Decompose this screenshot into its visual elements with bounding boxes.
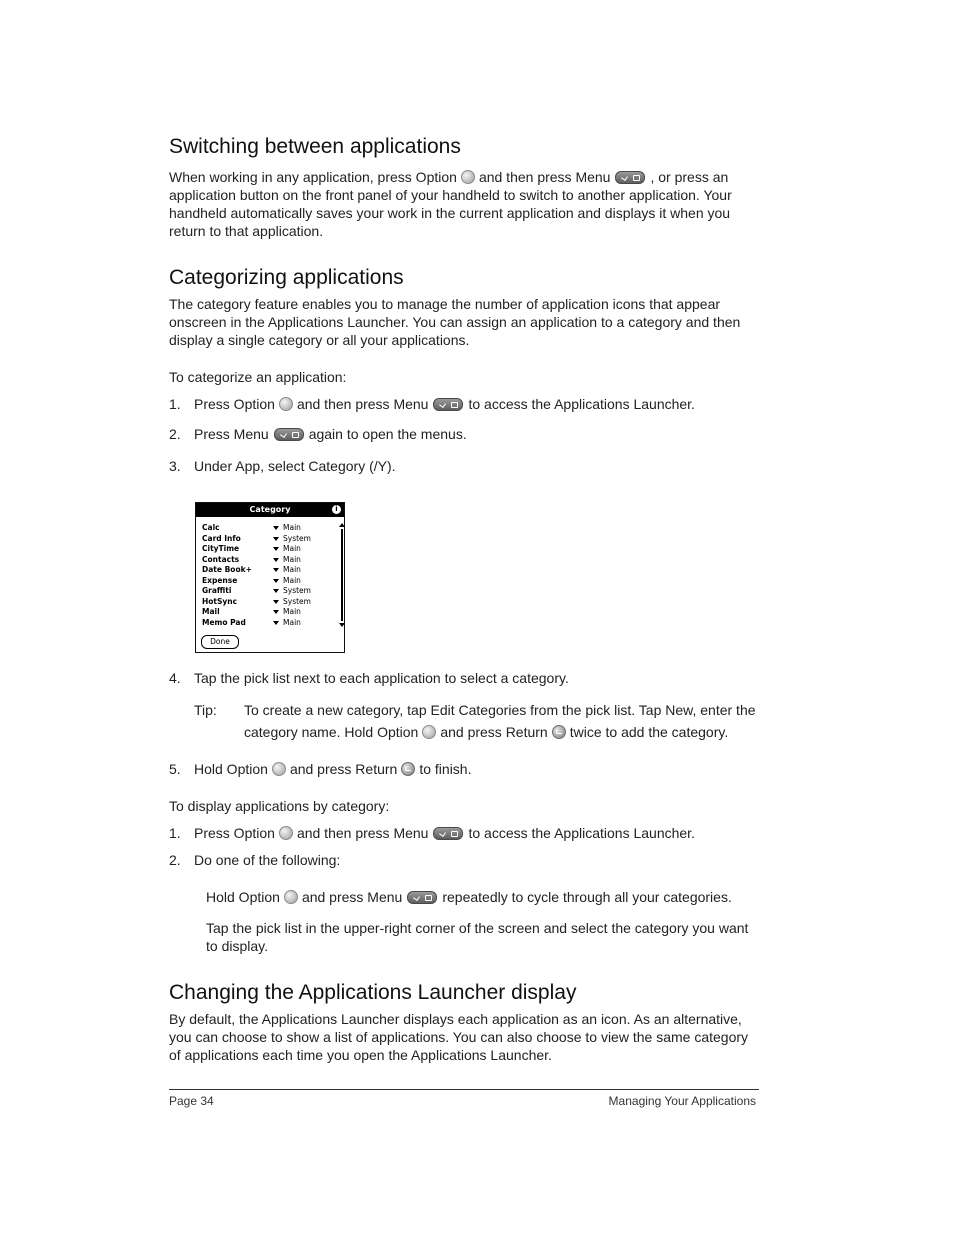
app-name: Date Book+	[202, 565, 252, 574]
app-name: CityTime	[202, 544, 240, 553]
option-button-icon	[279, 826, 293, 840]
text: repeatedly to cycle through all your categories.	[442, 889, 732, 905]
step-text: and press Return	[289, 761, 398, 777]
step-text: Under App, select Category (/Y).	[194, 458, 396, 474]
category-name: Main	[283, 523, 301, 532]
category-row	[202, 586, 337, 596]
category-row	[202, 597, 337, 607]
step-number: 1.	[169, 396, 181, 412]
heading-categorizing: Categorizing applications	[169, 266, 404, 289]
category-name: Main	[283, 607, 301, 616]
picklist-arrow-icon	[273, 558, 279, 562]
step-text: and then press Menu	[296, 396, 429, 412]
option-button-icon	[461, 170, 475, 184]
info-icon: i	[332, 505, 341, 514]
app-name: Card Info	[202, 533, 241, 543]
text: and press Menu	[301, 889, 403, 905]
step-number: 5.	[169, 761, 181, 777]
category-row	[202, 576, 337, 586]
menu-button-icon	[433, 827, 463, 840]
subheading-display-by-category: To display applications by category:	[169, 798, 390, 814]
menu-button-icon	[615, 171, 645, 184]
menu-button-icon	[433, 398, 463, 411]
return-button-icon	[552, 725, 566, 739]
paragraph-launcher-display: By default, the Applications Launcher displays each application as an icon. As an alternative, you can choose to show a list of applications. You can also choose to view the same category of applications each time you open the Applications Launcher.	[169, 1011, 749, 1063]
text: application button on the front panel of your handheld to switch to another application. Your handheld automatically saves your work in the current application and displays it when you return to that application.	[169, 187, 732, 239]
tip-line	[244, 721, 764, 743]
paragraph-categorizing: The category feature enables you to manage the number of application icons that appear onscreen in the Applications Launcher. You can assign an application to a category and then display a single category or all your applications.	[169, 296, 741, 348]
picklist-arrow-icon	[273, 568, 279, 572]
step-number: 2.	[169, 426, 181, 442]
text: and press Return	[440, 724, 548, 740]
step-text: to finish.	[419, 761, 472, 777]
step-number: 2.	[169, 852, 181, 868]
category-row	[202, 555, 337, 565]
category-dialog-screenshot	[195, 502, 345, 653]
step-text: Press Option	[194, 396, 275, 412]
step-text: Do one of the following:	[194, 852, 341, 868]
app-name: Expense	[202, 575, 238, 585]
scroll-thumb	[341, 529, 343, 621]
category-name: Main	[283, 575, 301, 585]
heading-switching: Switching between applications	[169, 135, 461, 158]
picklist-arrow-icon	[273, 547, 279, 551]
step-text: Hold Option	[194, 761, 268, 777]
paragraph-switching	[169, 168, 761, 240]
category-row	[202, 534, 337, 544]
step-text: Press Option	[194, 825, 275, 841]
category-row	[202, 523, 337, 533]
app-name: Memo Pad	[202, 617, 246, 627]
dialog-title	[196, 503, 344, 517]
category-name: Main	[283, 544, 301, 553]
done-button: Done	[201, 635, 239, 649]
return-button-icon	[401, 762, 415, 776]
step-text: and then press Menu	[296, 825, 429, 841]
category-name: Main	[283, 554, 301, 564]
step-text: Press Menu	[194, 426, 269, 442]
app-name: Contacts	[202, 554, 240, 564]
scroll-up-arrow-icon	[339, 523, 345, 527]
app-name: Calc	[202, 523, 220, 532]
app-name: Graffiti	[202, 586, 232, 595]
app-name: HotSync	[202, 596, 238, 606]
scroll-down-arrow-icon	[339, 623, 345, 627]
scrollbar	[339, 523, 344, 627]
step-text: again to open the menus.	[308, 426, 467, 442]
step-text: to access the Applications Launcher.	[468, 825, 695, 841]
option-button-icon	[284, 890, 298, 904]
picklist-arrow-icon	[273, 537, 279, 541]
menu-button-icon	[274, 428, 304, 441]
picklist-arrow-icon	[273, 579, 279, 583]
dialog-title-text: Category	[249, 505, 291, 514]
option-tap-picklist: Tap the pick list in the upper-right corner of the screen and select the category you want to display.	[206, 920, 749, 954]
page-number: Page 34	[169, 1094, 214, 1108]
category-name: System	[283, 533, 311, 543]
picklist-arrow-icon	[273, 621, 279, 625]
footer-rule	[169, 1089, 759, 1090]
text: and then press Menu	[478, 169, 611, 185]
step-number: 1.	[169, 825, 181, 841]
picklist-arrow-icon	[273, 600, 279, 604]
tip-text	[244, 699, 764, 743]
text: twice to add the category.	[569, 724, 729, 740]
text: category name. Hold Option	[244, 724, 419, 740]
category-row	[202, 618, 337, 628]
tip-line: To create a new category, tap Edit Categories from the pick list. Tap New, enter the	[244, 702, 756, 718]
category-name: System	[283, 596, 311, 606]
text: Hold Option	[206, 889, 280, 905]
step-text: to access the Applications Launcher.	[468, 396, 695, 412]
category-name: Main	[283, 565, 301, 574]
step-text: Tap the pick list next to each application to select a category.	[194, 670, 569, 686]
picklist-arrow-icon	[273, 589, 279, 593]
text: , or press an	[650, 169, 729, 185]
option-hold	[206, 888, 762, 906]
step-number: 3.	[169, 458, 181, 474]
text: When working in any application, press Option	[169, 169, 457, 185]
picklist-arrow-icon	[273, 526, 279, 530]
category-row	[202, 544, 337, 554]
app-name: Mail	[202, 607, 220, 616]
category-row	[202, 607, 337, 617]
chapter-title: Managing Your Applications	[608, 1094, 756, 1108]
option-button-icon	[279, 397, 293, 411]
option-button-icon	[272, 762, 286, 776]
picklist-arrow-icon	[273, 610, 279, 614]
category-name: Main	[283, 617, 301, 627]
tip-label: Tip:	[194, 702, 217, 718]
option-button-icon	[422, 725, 436, 739]
category-row	[202, 565, 337, 575]
step-number: 4.	[169, 670, 181, 686]
heading-launcher-display: Changing the Applications Launcher display	[169, 981, 577, 1004]
menu-button-icon	[407, 891, 437, 904]
category-name: System	[283, 586, 311, 595]
subheading-categorize: To categorize an application:	[169, 369, 347, 385]
